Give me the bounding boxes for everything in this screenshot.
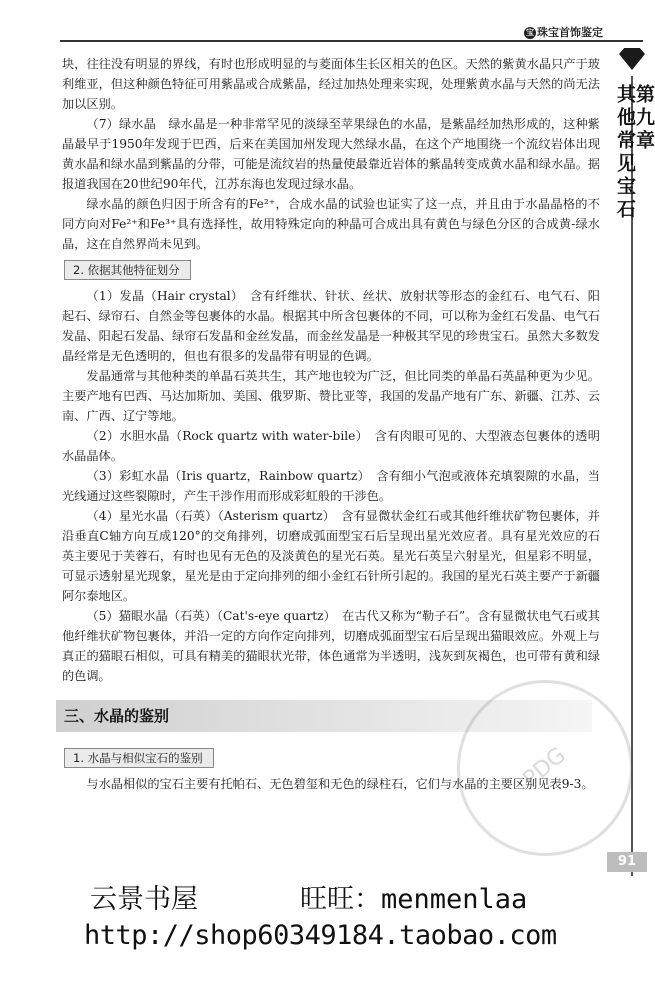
paragraph: （1）发晶（Hair crystal） 含有纤维状、针状、丝状、放射状等形态的金红石、电气石、阳起石、绿帘石、自然金等包裹体的水晶。根据其中所含包裹体的不同，可以称为金红石发晶、电气石发晶、阳起石发晶、绿帘石发晶和金丝发晶，而金丝发晶是一种极其罕见的珍贵宝石。虽然大多数发晶经常是无色透明的，但也有很多的发晶带有明显的色调。 xyxy=(62,289,600,363)
wangwang-id: 旺旺：menmenlaa xyxy=(300,884,528,915)
footer-shop-line xyxy=(68,877,648,921)
section-heading-3: 三、水晶的鉴别 xyxy=(56,700,592,732)
paragraph: 绿水晶的颜色归因于所含有的Fe²⁺，合成水晶的试验也证实了这一点，并且由于水晶晶格的不同方向对Fe²⁺和Fe³⁺具有选择性，故用特殊定向的种晶可合成出具有黄色与绿色分区的合成黄-绿水晶，这在自然界尚未见到。 xyxy=(62,197,600,251)
paragraph: （7）绿水晶 绿水晶是一种非常罕见的淡绿至苹果绿色的水晶，是紫晶经加热形成的，这种紫晶最早于1950年发现于巴西，后来在美国加州发现大然绿水晶，在这个产地围绕一个流纹岩体出现黄水晶和绿水晶到紫晶的分带，可能是流纹岩的热量使最靠近岩体的紫晶转变成黄水晶和绿水晶。据报道我国在20世纪90年代，江苏东海也发现过绿水晶。 xyxy=(62,117,600,191)
page-header xyxy=(0,0,655,48)
page-number: 91 xyxy=(607,852,647,872)
subheading-3-1: 1. 水晶与相似宝石的鉴别 xyxy=(64,748,214,768)
paragraph: （3）彩虹水晶（Iris quartz，Rainbow quartz） 含有细小气泡或液体充填裂隙的水晶，当光线通过这些裂隙时，产生干涉作用而形成彩虹般的干涉色。 xyxy=(62,469,600,503)
logo-badge-icon: 宝 xyxy=(526,28,534,37)
paragraph: 与水晶相似的宝石主要有托帕石、无色碧玺和无色的绿柱石，它们与水晶的主要区别见表9-3。 xyxy=(86,777,594,791)
chapter-side-title xyxy=(615,84,653,222)
paragraph: （2）水胆水晶（Rock quartz with water-bile） 含有肉眼可见的、大型液态包裹体的透明水晶晶体。 xyxy=(62,429,600,463)
paragraph: （4）星光水晶（石英）（Asterism quartz） 含有显微状金红石或其他纤维状矿物包裹体，并沿垂直C轴方向互成120°的交角排列，切磨成弧面型宝石后呈现出星光效应者。具有星光效应的石英主要见于芙蓉石，有时也见有无色的及淡黄色的星光石英。星光石英呈六射星光，但星彩不明显，可显示透射星光现象，星光是由于定向排列的细小金红石针所引起的。我国的星光石英主要产于新疆阿尔泰地区。 xyxy=(62,509,600,603)
book-series-logo xyxy=(520,24,607,40)
subheading-2: 2. 依据其他特征划分 xyxy=(64,260,191,280)
paragraph: 块，往往没有明显的界线，有时也形成明显的与菱面体生长区相关的色区。天然的紫黄水晶只产于玻利维亚，但这种颜色特征可用紫晶或合成紫晶，经过加热处理来实现，处理紫黄水晶与天然的尚无法加以区别。 xyxy=(62,57,600,111)
shop-url[interactable]: http://shop60349184.taobao.com xyxy=(84,920,557,951)
paragraph: （5）猫眼水晶（石英）（Cat's-eye quartz） 在古代又称为“勒子石”。含有显微状电气石或其他纤维状矿物包裹体，并沿一定的方向作定向排列，切磨成弧面型宝石后呈现出猫眼效应。外观上与真正的猫眼石相似，可具有精美的猫眼状光带，体色通常为半透明，浅灰到灰褐色，也可带有黄和绿的色调。 xyxy=(62,609,600,683)
chapter-title: 其他常见宝石 xyxy=(614,84,636,222)
logo-text: 珠宝首饰鉴定 xyxy=(537,26,603,39)
paragraph: 发晶通常与其他种类的单晶石英共生，其产地也较为广泛，但比同类的单晶石英晶种更为少见。主要产地有巴西、马达加斯加、美国、俄罗斯、赞比亚等，我国的发晶产地有广东、新疆、江苏、云南、广西、辽宁等地。 xyxy=(62,369,600,423)
chapter-number: 第九章 xyxy=(633,84,655,153)
diamond-icon xyxy=(619,54,645,70)
shop-name: 云景书屋 xyxy=(90,884,198,915)
watermark-seal: PDG xyxy=(421,644,655,892)
header-rule xyxy=(60,40,643,42)
